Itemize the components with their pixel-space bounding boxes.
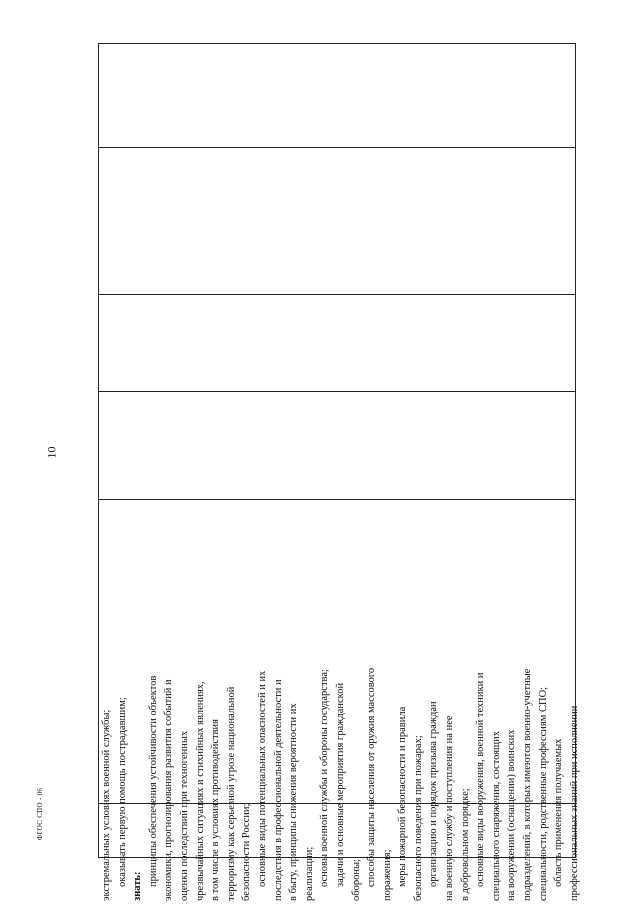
text-line: способы защиты населения от оружия массового bbox=[366, 667, 378, 887]
text-line: обороны; bbox=[350, 859, 362, 901]
text-line: на военную службу и поступления на нее bbox=[444, 715, 456, 901]
text-line: последствия в профессиональной деятельности и bbox=[272, 679, 284, 901]
text-line: оценки последствий при техногенных bbox=[178, 730, 190, 901]
text-line: специальности, родственные профессиям СПО; bbox=[537, 686, 549, 901]
text-line: основные виды потенциальных опасностей и их bbox=[256, 670, 268, 887]
page-number: 10 bbox=[44, 446, 59, 459]
table-row-divider bbox=[99, 391, 575, 392]
text-line: знать: bbox=[132, 871, 144, 901]
table-row-divider bbox=[99, 294, 575, 295]
text-line: основные виды вооружения, военной техники и bbox=[475, 672, 487, 887]
text-line: безопасности России; bbox=[241, 803, 253, 901]
text-line: специального снаряжения, состоящих bbox=[490, 731, 502, 901]
table-cell-competencies bbox=[99, 543, 580, 903]
text-line: принципы обеспечения устойчивости объектов bbox=[147, 675, 159, 887]
text-line: чрезвычайных ситуациях и стихийных явлениях, bbox=[194, 681, 206, 901]
document-footer: ФГОС СПО - 06 bbox=[36, 787, 44, 841]
text-line: на вооружении (оснащении) воинских bbox=[506, 729, 518, 901]
text-line: область применения получаемых bbox=[553, 738, 565, 887]
text-line: терроризму как серьезной угрозе национальной bbox=[225, 686, 237, 901]
curriculum-table bbox=[98, 43, 580, 901]
text-line: организацию и порядок призыва граждан bbox=[428, 701, 440, 887]
text-line: оказывать первую помощь пострадавшим; bbox=[116, 697, 128, 887]
text-line: в быту, принципы снижения вероятности их bbox=[288, 703, 300, 901]
text-line: в добровольном порядке; bbox=[459, 788, 471, 901]
text-line: меры пожарной безопасности и правила bbox=[397, 706, 409, 887]
text-line: подразделений, в которых имеются военно-учетные bbox=[522, 668, 534, 901]
table-row-divider bbox=[99, 499, 575, 500]
text-line: экономики, прогнозирования развития событий и bbox=[163, 679, 175, 901]
text-line: безопасного поведения при пожарах; bbox=[412, 735, 424, 901]
text-line: поражения; bbox=[381, 849, 393, 901]
text-line: реализации; bbox=[303, 846, 315, 901]
table-row-divider bbox=[99, 147, 575, 148]
text-line: в том числе в условиях противодействия bbox=[210, 718, 222, 901]
text-line: экстремальных условиях военной службы; bbox=[101, 709, 112, 901]
text-line: основы военной службы и обороны государства; bbox=[319, 669, 331, 887]
text-line: профессиональных знаний при исполнении bbox=[568, 705, 580, 901]
text-line: задачи и основные мероприятия гражданской bbox=[334, 682, 346, 887]
